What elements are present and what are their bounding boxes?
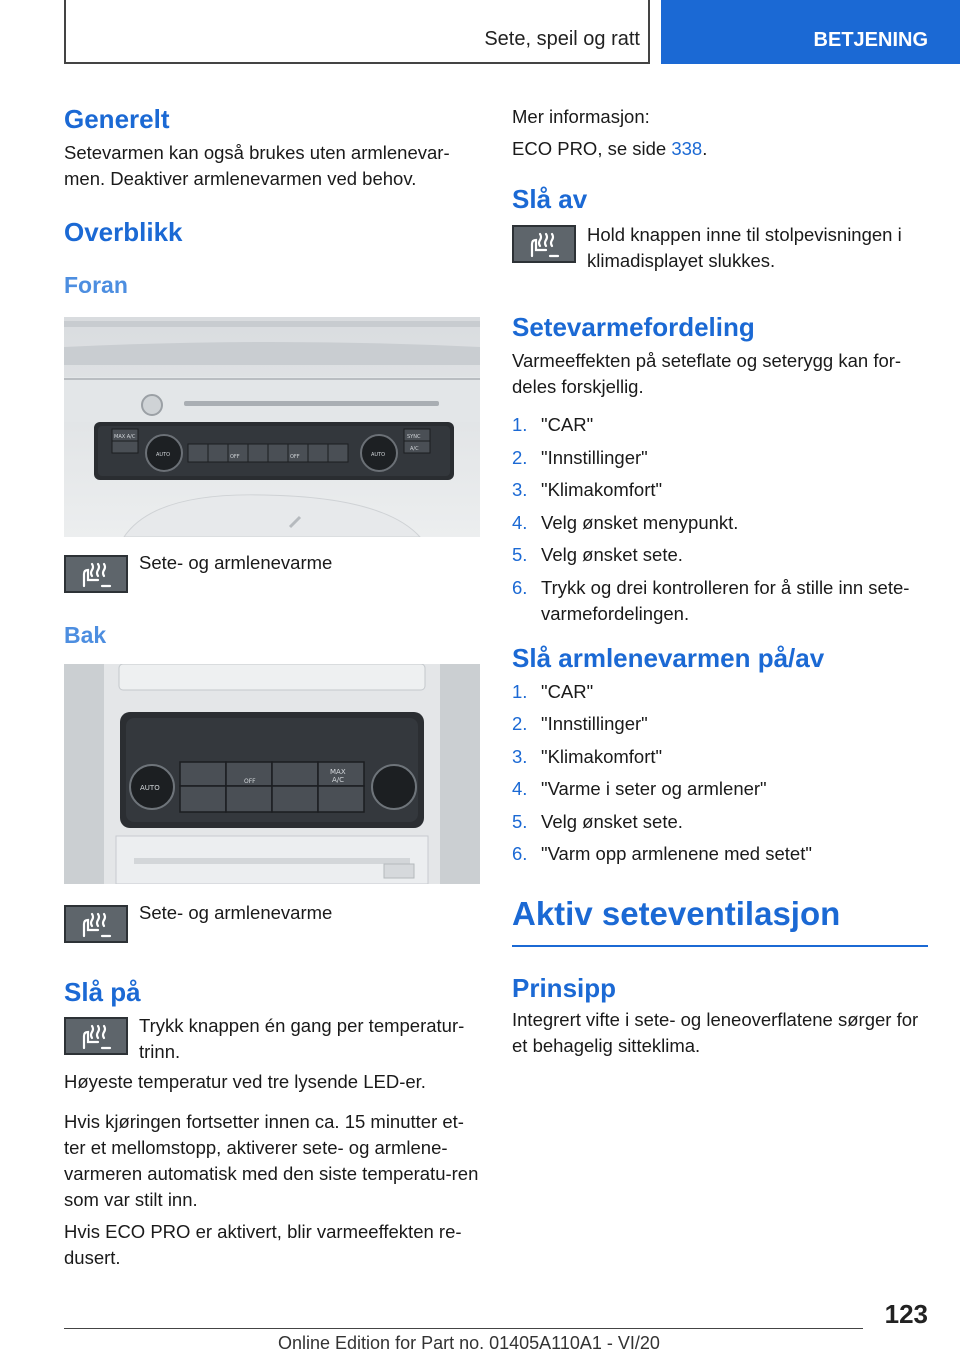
step-number: 2. xyxy=(512,446,528,468)
chapter-tab: BETJENING xyxy=(661,0,960,64)
rear-icon-row xyxy=(64,902,480,943)
front-label-max-ac: MAX A/C xyxy=(114,434,136,440)
front-heading: Foran xyxy=(64,272,128,298)
rear-icon-label: Sete- og armlenevarme xyxy=(139,902,333,923)
switch-off-text: Hold knappen inne til stolpevisningen i klimadisplayet slukkes. xyxy=(587,224,902,271)
step-number: 1. xyxy=(512,414,528,435)
step-text: Velg ønsket sete. xyxy=(541,544,683,565)
seat-heating-icon xyxy=(64,555,128,593)
list-item xyxy=(512,679,928,705)
front-label-off-1: OFF xyxy=(230,454,240,460)
distribution-heading: Setevarmefordeling xyxy=(512,312,755,342)
rear-label-ac: A/C xyxy=(332,776,345,784)
step-text: Trykk og drei kontrolleren for å stille inn sete-varmefordelingen. xyxy=(541,576,910,624)
list-item xyxy=(512,744,928,770)
rear-label-off: OFF xyxy=(244,778,256,785)
eco-reference xyxy=(512,136,928,162)
right-column xyxy=(512,100,928,1059)
front-icon-label: Sete- og armlenevarme xyxy=(139,552,333,573)
step-number: 6. xyxy=(512,576,528,598)
step-text: "Innstillinger" xyxy=(541,446,648,468)
list-item xyxy=(512,575,928,627)
eco-reference-text: ECO PRO, se side xyxy=(512,138,672,159)
switch-off-icon-row xyxy=(512,225,928,274)
step-number: 4. xyxy=(512,778,528,799)
list-item xyxy=(512,510,928,536)
seat-heating-icon xyxy=(64,1017,128,1055)
list-item xyxy=(512,776,928,802)
left-column xyxy=(64,100,480,1271)
distribution-text: Varmeeffekten på seteflate og seterygg kan for-deles forskjellig. xyxy=(512,350,902,397)
step-text: "CAR" xyxy=(541,680,594,702)
front-climate-panel-photo xyxy=(64,317,480,537)
eco-reference-end: . xyxy=(702,138,708,159)
more-info-text: Mer informasjon: xyxy=(512,106,650,127)
page-number: 123 xyxy=(884,1299,928,1329)
list-item xyxy=(512,711,928,737)
rear-label-max: MAX xyxy=(330,768,346,776)
step-number: 2. xyxy=(512,713,528,734)
front-label-sync: SYNC xyxy=(407,434,421,440)
step-number: 3. xyxy=(512,479,528,500)
general-heading: Generelt xyxy=(64,104,170,134)
list-item xyxy=(512,412,928,438)
step-number: 3. xyxy=(512,745,528,767)
list-item xyxy=(512,477,928,503)
step-number: 4. xyxy=(512,511,528,533)
resume-text: Hvis kjøringen fortsetter innen ca. 15 minutter et-ter et mellomstopp, aktiverer sete- og armlene-varmeren automatisk med den siste temperatu-ren som var stilt inn. xyxy=(64,1111,479,1210)
ventilation-heading: Aktiv seteventilasjon xyxy=(512,895,841,932)
step-text: "Klimakomfort" xyxy=(541,745,663,767)
front-icon-row xyxy=(64,552,480,593)
step-text: Velg ønsket sete. xyxy=(541,810,683,832)
overview-heading: Overblikk xyxy=(64,217,183,247)
step-text: "Innstillinger" xyxy=(541,713,648,734)
step-number: 1. xyxy=(512,680,528,702)
list-item xyxy=(512,542,928,568)
armrest-heading: Slå armlenevarmen på/av xyxy=(512,642,825,673)
list-item xyxy=(512,445,928,471)
front-label-auto-left: AUTO xyxy=(156,452,171,458)
armrest-steps xyxy=(512,679,928,868)
switch-on-icon-row xyxy=(64,1017,480,1065)
section-title: Sete, speil og ratt xyxy=(484,28,640,50)
section-divider xyxy=(512,945,928,947)
general-text: Setevarmen kan også brukes uten armlenevar-men. Deaktiver armlenevarmen ved behov. xyxy=(64,142,450,189)
front-label-auto-right: AUTO xyxy=(371,452,386,458)
front-label-off-2: OFF xyxy=(290,454,300,460)
list-item xyxy=(512,841,928,867)
page-reference-link[interactable]: 338 xyxy=(671,138,703,159)
edition-text: Online Edition for Part no. 01405A110A1 - VI/20 xyxy=(278,1333,660,1353)
step-number: 6. xyxy=(512,843,528,864)
footer-divider xyxy=(64,1328,863,1329)
step-text: "Klimakomfort" xyxy=(541,479,663,500)
step-text: Velg ønsket menypunkt. xyxy=(541,511,739,533)
seat-heating-icon xyxy=(512,225,576,263)
eco-text: Hvis ECO PRO er aktivert, blir varmeeffekten re-dusert. xyxy=(64,1221,462,1268)
step-text: "Varme i seter og armlener" xyxy=(541,778,767,799)
front-label-ac: A/C xyxy=(410,446,419,452)
principle-heading: Prinsipp xyxy=(512,972,617,1003)
rear-climate-panel-photo xyxy=(64,664,480,884)
principle-text: Integrert vifte i sete- og leneoverflatene sørger for et behagelig sitteklima. xyxy=(512,1008,919,1056)
step-number: 5. xyxy=(512,810,528,832)
seat-heating-icon xyxy=(64,905,128,943)
list-item xyxy=(512,809,928,835)
switch-off-heading: Slå av xyxy=(512,184,588,214)
distribution-steps xyxy=(512,412,928,627)
rear-heading: Bak xyxy=(64,622,107,648)
step-text: "Varm opp armlenene med setet" xyxy=(541,843,812,864)
switch-on-heading: Slå på xyxy=(64,977,141,1007)
max-temp-text: Høyeste temperatur ved tre lysende LED-er. xyxy=(64,1071,426,1092)
step-text: "CAR" xyxy=(541,414,594,435)
step-number: 5. xyxy=(512,544,528,565)
rear-label-auto: AUTO xyxy=(140,784,160,792)
switch-on-icon-text: Trykk knappen én gang per temperatur-trinn. xyxy=(139,1015,465,1062)
